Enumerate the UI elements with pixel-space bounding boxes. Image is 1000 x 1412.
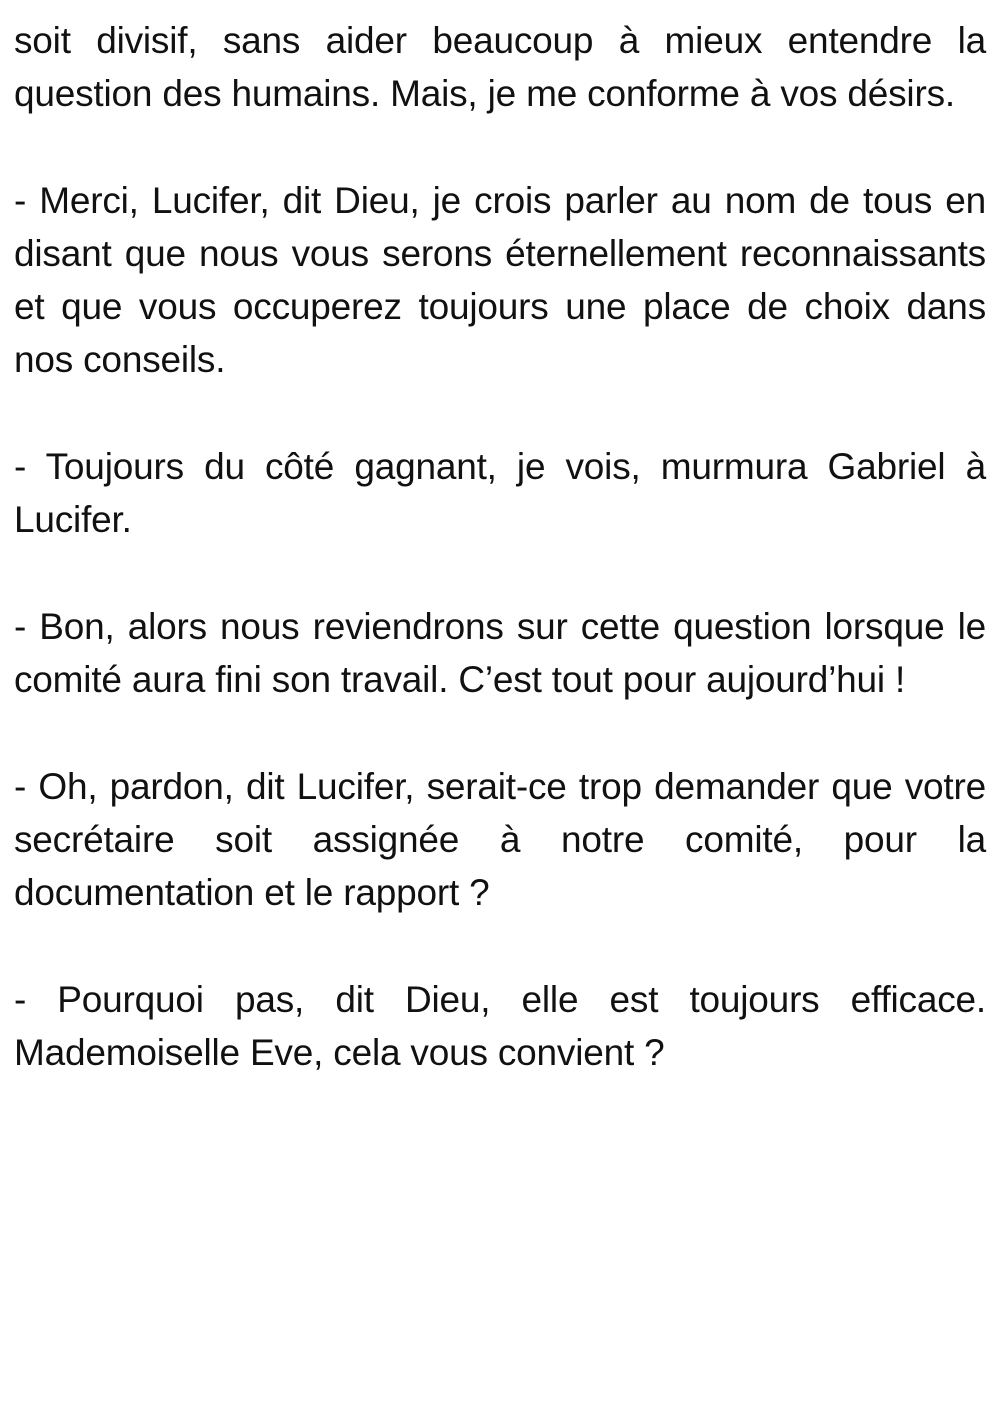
paragraph-2: - Merci, Lucifer, dit Dieu, je crois parler au nom de tous en disant que nous vous serons éternellement reconnaissants et que vous occuperez toujours une place de choix dans nos conseils.: [14, 180, 986, 380]
paragraph-5: - Oh, pardon, dit Lucifer, serait-ce trop demander que votre secrétaire soit assignée à notre comité, pour la documentation et le rapport ?: [14, 766, 986, 913]
paragraph-4: - Bon, alors nous reviendrons sur cette question lorsque le comité aura fini son travail. C’est tout pour aujourd’hui !: [14, 606, 986, 700]
paragraph-6: - Pourquoi pas, dit Dieu, elle est toujours efficace. Mademoiselle Eve, cela vous convient ?: [14, 979, 986, 1073]
paragraph-3: - Toujours du côté gagnant, je vois, murmura Gabriel à Lucifer.: [14, 446, 986, 540]
paragraph-1: soit divisif, sans aider beaucoup à mieux entendre la question des humains. Mais, je me conforme à vos désirs.: [14, 20, 986, 114]
document-page: [14, 14, 986, 1079]
